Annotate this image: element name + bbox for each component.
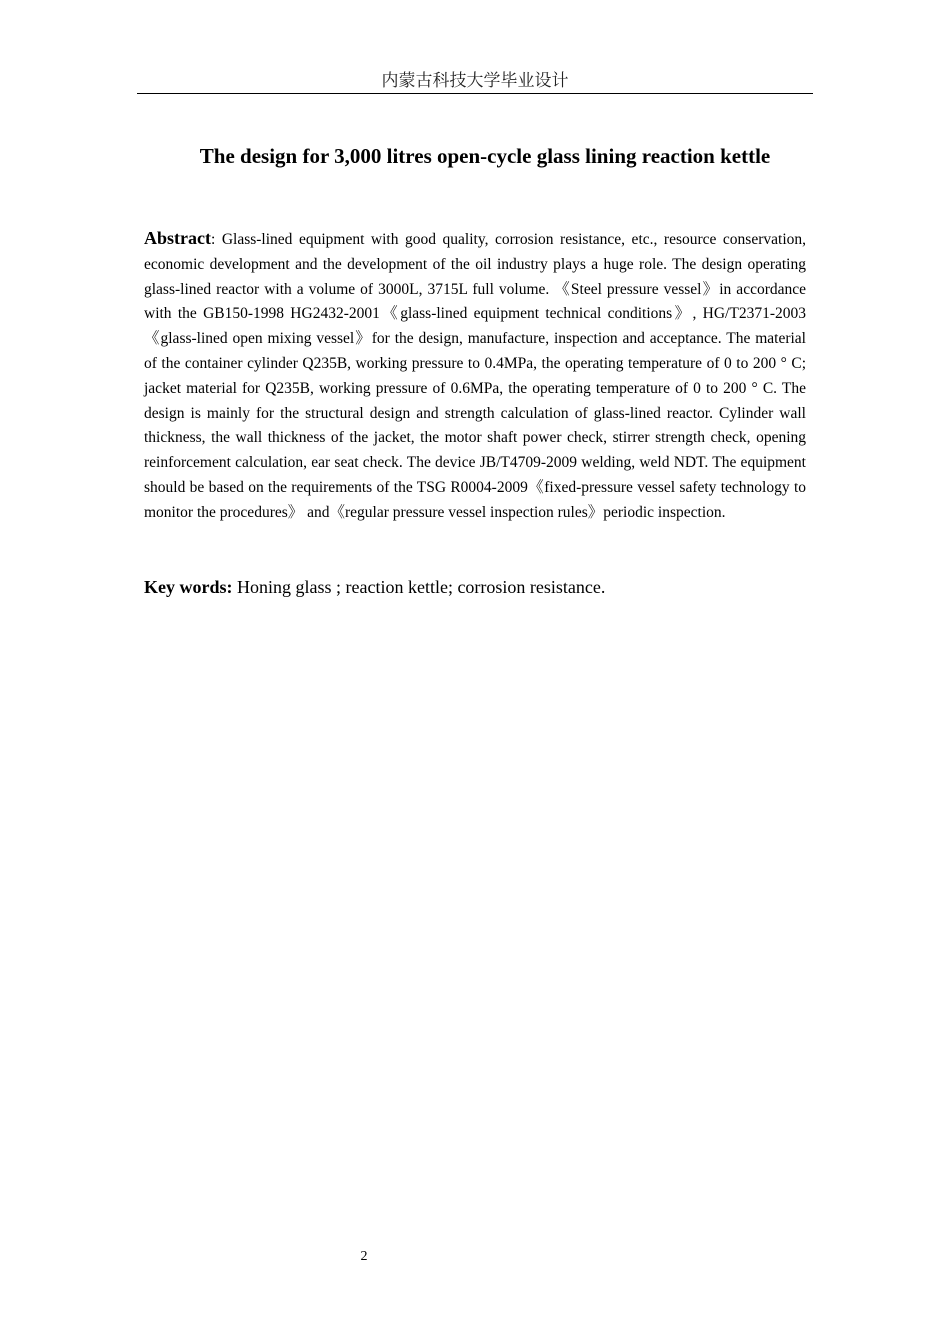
abstract-text: Glass-lined equipment with good quality, corrosion resistance, etc., resource conservation, economic development and the development of the oil industry plays a huge role. The design operating glass-lined reactor with a volume of 3000L, 3715L full volume. 《Steel pressure vessel》in accordance with the GB150-1998 HG2432-2001《glass-lined equipment technical conditions》, HG/T2371-2003《glass-lined open mixing vessel》for the design, manufacture, inspection and acceptance. The material of the container cylinder Q235B, working pressure to 0.4MPa, the operating temperature of 0 to 200 ° C; jacket material for Q235B, working pressure of 0.6MPa, the operating temperature of 0 to 200 ° C. The design is mainly for the structural design and strength calculation of glass-lined reactor. Cylinder wall thickness, the wall thickness of the jacket, the motor shaft power check, stirrer strength check, opening reinforcement calculation, ear seat check. The device JB/T4709-2009 welding, weld NDT. The equipment should be based on the requirements of the TSG R0004-2009《fixed-pressure vessel safety technology to monitor the procedures》 and《regular pressure vessel inspection rules》periodic inspection. — [144, 231, 806, 521]
keywords-label: Key words: — [144, 577, 237, 597]
abstract-label: Abstract — [144, 228, 211, 248]
document-title: The design for 3,000 litres open-cycle glass lining reaction kettle — [199, 144, 771, 168]
keywords-text: Honing glass ; reaction kettle; corrosion resistance. — [237, 577, 606, 597]
abstract-paragraph — [144, 226, 806, 526]
page-number: 2 — [360, 1249, 368, 1264]
keywords-paragraph — [144, 574, 806, 600]
running-header-title: 内蒙古科技大学毕业设计 — [381, 71, 569, 91]
abstract-colon: : — [210, 231, 222, 248]
running-header — [137, 70, 813, 94]
